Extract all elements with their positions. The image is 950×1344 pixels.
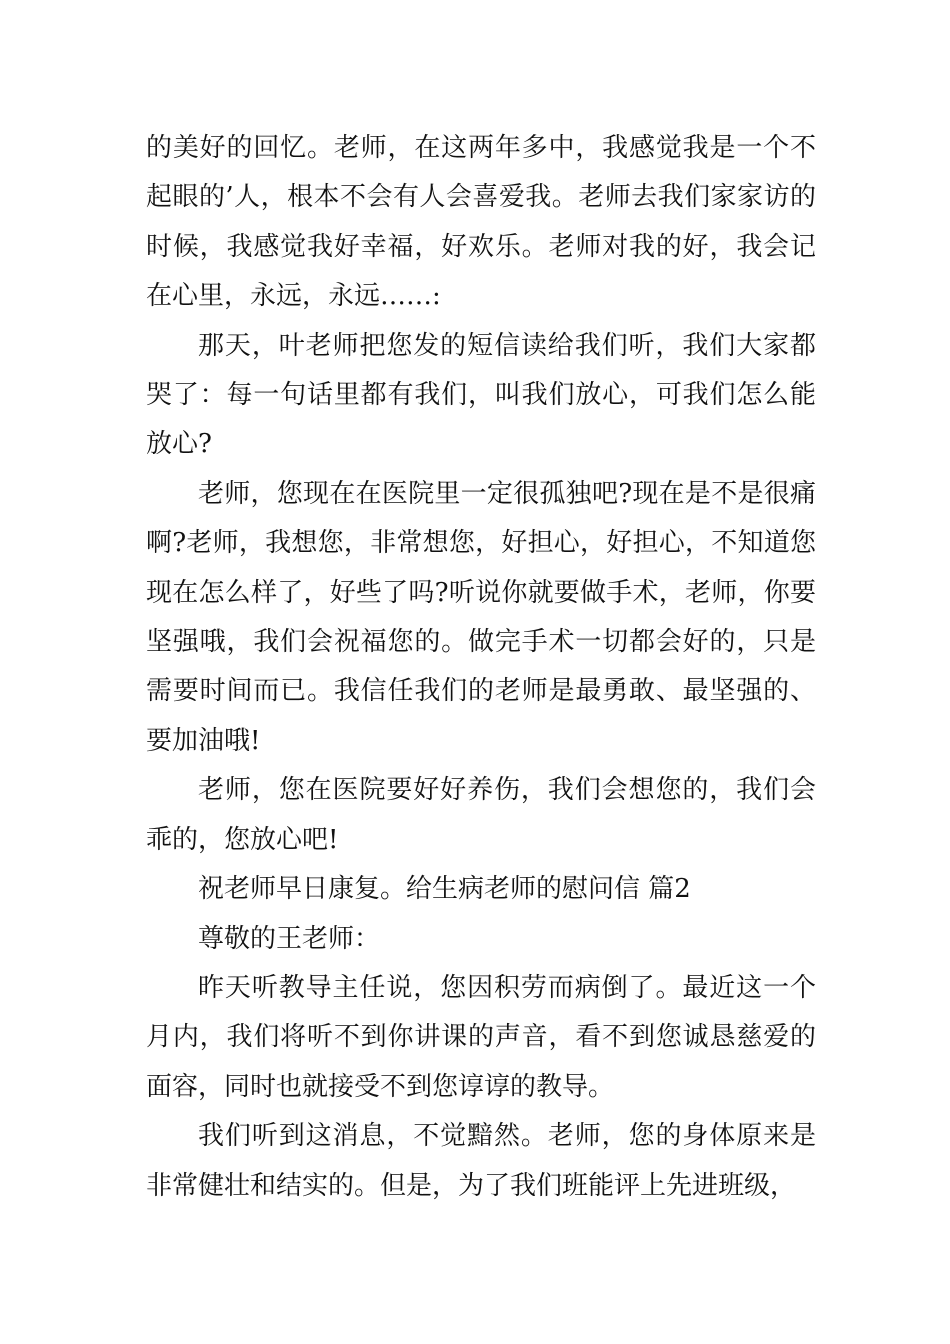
paragraph-hospital-concern: 老师，您现在在医院里一定很孤独吧?现在是不是很痛啊?老师，我想您，非常想您，好担心，好担心，不知道您现在怎么样了，好些了吗?听说你就要做手术，老师，你要坚强哦，我们会祝福您的。做完手术一切都会好的，只是需要时间而已。我信任我们的老师是最勇敢、最坚强的、要加油哦! [146,478,816,756]
section-heading: 祝老师早日康复。给生病老师的慰问信 篇2 [198,874,691,905]
letter-salutation: 尊敬的王老师： [198,923,381,954]
paragraph-memories: 的美好的回忆。老师，在这两年多中，我感觉我是一个不起眼的’人，根本不会有人会喜爱我。老师去我们家家访的时候，我感觉我好幸福，好欢乐。老师对我的好，我会记在心里，永远，永远……: [146,133,816,312]
paragraph-teacher-health: 我们听到这消息，不觉黯然。老师，您的身体原来是非常健壮和结实的。但是，为了我们班能评上先进班级， [146,1121,816,1201]
paragraph-sms-reading: 那天，叶老师把您发的短信读给我们听，我们大家都哭了：每一句话里都有我们，叫我们放心，可我们怎么能放心? [146,330,816,460]
paragraph-recover-well: 老师，您在医院要好好养伤，我们会想您的，我们会乖的，您放心吧! [146,775,816,855]
paragraph-illness-news: 昨天听教导主任说，您因积劳而病倒了。最近这一个月内，我们将听不到你讲课的声音，看不到您诚恳慈爱的面容，同时也就接受不到您谆谆的教导。 [146,972,816,1102]
document-body [146,124,816,1211]
